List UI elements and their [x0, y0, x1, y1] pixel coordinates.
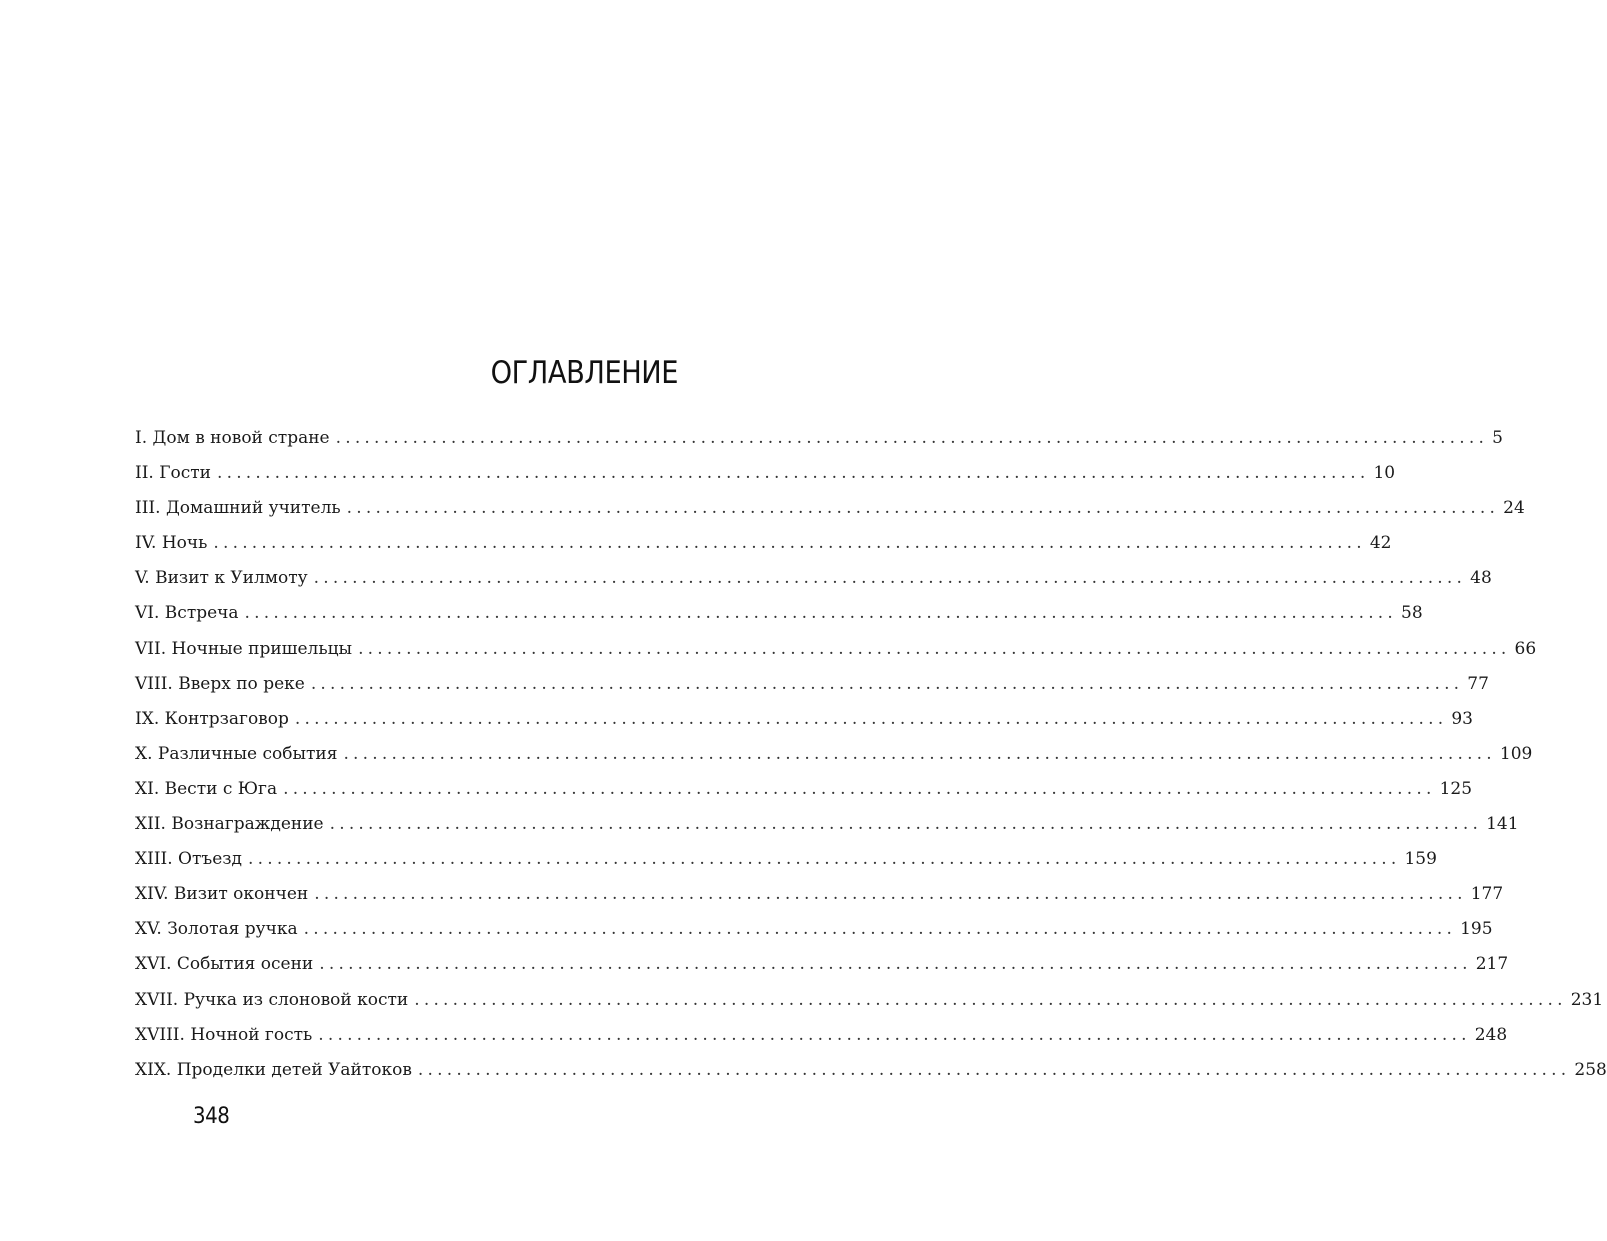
- dot-leader: ........................................................................................................................: [248, 849, 1401, 870]
- toc-entry-page: 42: [1369, 533, 1392, 554]
- toc-entry-label: XII. Вознаграждение: [135, 810, 330, 838]
- toc-entry[interactable]: [135, 986, 1604, 1021]
- toc-entry-label: XVIII. Ночной гость: [135, 1021, 318, 1049]
- toc-entry[interactable]: [135, 705, 1473, 740]
- toc-entry-label: XI. Вести с Юга: [135, 775, 283, 803]
- toc-entry[interactable]: [135, 494, 1525, 529]
- toc-entry-label: VI. Встреча: [135, 599, 245, 627]
- toc-entry-page: 10: [1373, 463, 1396, 484]
- dot-leader: ........................................................................................................................: [294, 708, 1448, 729]
- dot-leader: ........................................................................................................................: [213, 533, 1366, 554]
- toc-entry-page: 258: [1574, 1059, 1607, 1080]
- dot-leader: ........................................................................................................................: [343, 743, 1496, 764]
- toc-entry[interactable]: [135, 950, 1509, 985]
- toc-entry[interactable]: [135, 635, 1537, 670]
- toc-entry-label: I. Дом в новой стране: [135, 424, 336, 452]
- toc-entry-label: XVII. Ручка из слоновой кости: [135, 986, 414, 1014]
- toc-entry-label: IX. Контрзаговор: [135, 705, 295, 733]
- page-number: 348: [193, 1104, 230, 1129]
- toc-entry-label: XIV. Визит окончен: [135, 880, 314, 908]
- toc-entry[interactable]: [135, 915, 1493, 950]
- toc-entry-label: XIII. Отъезд: [135, 845, 248, 873]
- dot-leader: ........................................................................................................................: [329, 814, 1483, 835]
- dot-leader: ........................................................................................................................: [314, 884, 1467, 905]
- dot-leader: ........................................................................................................................: [358, 638, 1511, 659]
- toc-entry-page: 141: [1486, 814, 1519, 835]
- toc-entry[interactable]: [135, 810, 1519, 845]
- toc-entry-page: 217: [1475, 954, 1509, 975]
- toc-entry-label: V. Визит к Уилмоту: [135, 564, 314, 592]
- toc-entry-label: VII. Ночные пришельцы: [135, 635, 358, 663]
- dot-leader: ........................................................................................................................: [319, 954, 1472, 975]
- toc-entry-label: XVI. События осени: [135, 950, 319, 978]
- toc-entry-label: XIX. Проделки детей Уайтоков: [135, 1056, 418, 1084]
- toc-entry-label: XV. Золотая ручка: [135, 915, 304, 943]
- toc-entry[interactable]: [135, 529, 1392, 564]
- toc-entry[interactable]: [135, 564, 1492, 599]
- dot-leader: ........................................................................................................................: [318, 1024, 1471, 1045]
- toc-entry-page: 77: [1467, 673, 1489, 694]
- dot-leader: ........................................................................................................................: [335, 428, 1489, 448]
- toc-entry-label: II. Гости: [135, 459, 217, 487]
- page-title: ОГЛАВЛЕНИЕ: [490, 355, 678, 391]
- toc-entry-page: 248: [1474, 1024, 1508, 1045]
- dot-leader: ........................................................................................................................: [244, 603, 1398, 624]
- dot-leader: ........................................................................................................................: [303, 919, 1457, 940]
- dot-leader: ........................................................................................................................: [313, 568, 1467, 589]
- dot-leader: ........................................................................................................................: [283, 778, 1436, 799]
- toc-entry-page: 125: [1439, 778, 1473, 799]
- toc-entry[interactable]: [135, 424, 1503, 459]
- dot-leader: ........................................................................................................................: [217, 463, 1370, 484]
- toc-entry-label: IV. Ночь: [135, 529, 213, 557]
- dot-leader: ........................................................................................................................: [417, 1059, 1571, 1080]
- toc-entry[interactable]: [135, 775, 1473, 810]
- toc-entry-page: 48: [1470, 568, 1492, 589]
- toc-entry[interactable]: [135, 880, 1504, 915]
- toc-entry-page: 159: [1404, 849, 1437, 870]
- toc-entry[interactable]: [135, 670, 1489, 705]
- toc-entry-page: 5: [1492, 428, 1503, 448]
- toc-entry[interactable]: [135, 740, 1533, 775]
- toc-entry-page: 177: [1470, 884, 1504, 905]
- toc-entry[interactable]: [135, 845, 1437, 880]
- toc-entry-page: 195: [1460, 919, 1493, 940]
- toc-entry[interactable]: [135, 1056, 1607, 1091]
- dot-leader: ........................................................................................................................: [310, 673, 1464, 694]
- dot-leader: ........................................................................................................................: [346, 498, 1500, 519]
- toc-entry[interactable]: [135, 1021, 1508, 1056]
- toc-entry[interactable]: [135, 459, 1396, 494]
- toc-entry-page: 24: [1503, 498, 1525, 519]
- table-of-contents: [135, 424, 1607, 1091]
- toc-entry-page: 93: [1451, 708, 1473, 729]
- toc-entry-label: VIII. Вверх по реке: [135, 670, 311, 698]
- toc-entry[interactable]: [135, 599, 1423, 634]
- toc-entry-page: 66: [1514, 638, 1537, 659]
- toc-entry-label: X. Различные события: [135, 740, 343, 768]
- toc-entry-page: 58: [1401, 603, 1423, 624]
- dot-leader: ........................................................................................................................: [414, 989, 1567, 1010]
- toc-entry-label: III. Домашний учитель: [135, 494, 347, 522]
- toc-entry-page: 109: [1499, 743, 1533, 764]
- toc-entry-page: 231: [1570, 989, 1604, 1010]
